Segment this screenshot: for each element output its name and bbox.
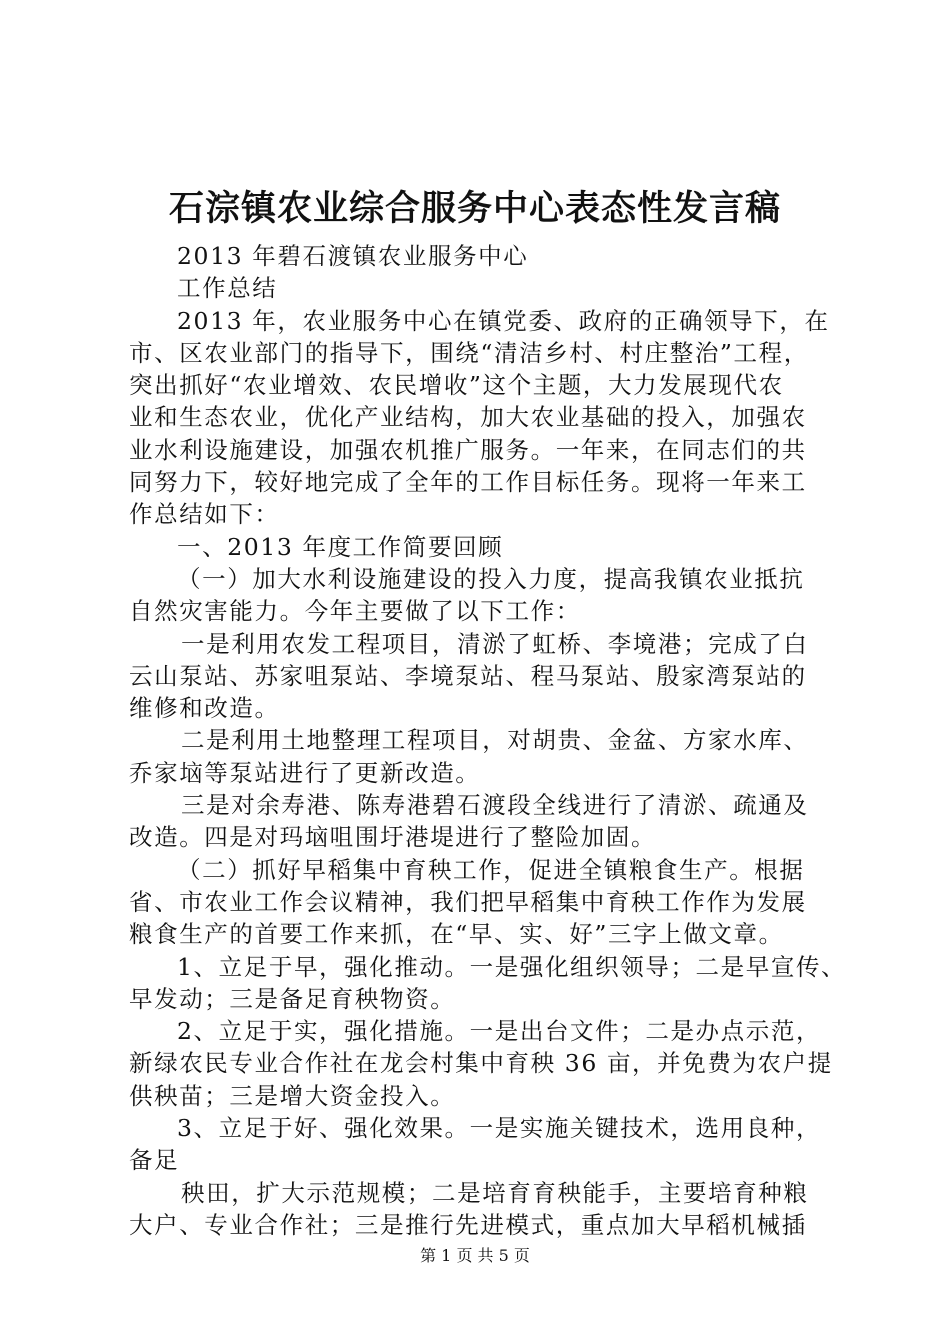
text-line: 一是利用农发工程项目，清淤了虹桥、李境港；完成了白 (181, 629, 809, 658)
text-line: 秧田，扩大示范规模；二是培育育秧能手，主要培育种粮 (181, 1178, 809, 1207)
text-line: 乔家垴等泵站进行了更新改造。 (129, 758, 481, 787)
text-line: 业和生态农业，优化产业结构，加大农业基础的投入，加强农 (129, 403, 807, 432)
text-line: 3、立足于好、强化效果。一是实施关键技术，选用良种， (177, 1114, 822, 1143)
text-line: 早发动；三是备足育秧物资。 (129, 984, 456, 1013)
text-line: 三是对余寿港、陈寿港碧石渡段全线进行了清淤、疏通及 (181, 791, 809, 820)
text-line: 备足 (129, 1146, 180, 1175)
text-line: 市、区农业部门的指导下，围绕“清洁乡村、村庄整治”工程， (129, 338, 809, 367)
text-line: 作总结如下： (129, 500, 280, 529)
text-line: 2、立足于实，强化措施。一是出台文件；二是办点示范， (177, 1017, 822, 1046)
text-line: （一）加大水利设施建设的投入力度，提高我镇农业抵抗 (177, 564, 805, 593)
text-line: 新绿农民专业合作社在龙会村集中育秧 36 亩，并免费为农户提 (129, 1049, 833, 1078)
text-line: 2013 年，农业服务中心在镇党委、政府的正确领导下，在 (177, 306, 830, 335)
page-footer: 第 1 页 共 5 页 (420, 1246, 530, 1265)
text-line: 供秧苗；三是增大资金投入。 (129, 1081, 456, 1110)
document-title: 石淙镇农业综合服务中心表态性发言稿 (168, 188, 781, 229)
text-line: 突出抓好“农业增效、农民增收”这个主题，大力发展现代农 (129, 371, 784, 400)
text-line: 工作总结 (177, 274, 278, 303)
text-line: 一、2013 年度工作简要回顾 (177, 532, 504, 561)
document-body (129, 240, 847, 1241)
text-line: 维修和改造。 (129, 694, 280, 723)
text-line: 大户、专业合作社；三是推行先进模式，重点加大早稻机械插 (129, 1210, 807, 1239)
text-line: 自然灾害能力。今年主要做了以下工作： (129, 597, 581, 626)
text-line: 二是利用土地整理工程项目，对胡贵、金盆、方家水库、 (181, 726, 809, 755)
text-line: 改造。四是对玛垴咀围圩港堤进行了整险加固。 (129, 823, 657, 852)
text-line: 1、立足于早，强化推动。一是强化组织领导；二是早宣传、 (177, 952, 847, 981)
text-line: 省、市农业工作会议精神，我们把早稻集中育秧工作作为发展 (129, 887, 807, 916)
text-line: （二）抓好早稻集中育秧工作，促进全镇粮食生产。根据 (177, 855, 805, 884)
text-line: 2013 年碧石渡镇农业服务中心 (177, 242, 529, 270)
text-line: 业水利设施建设，加强农机推广服务。一年来，在同志们的共 (129, 435, 807, 464)
text-line: 粮食生产的首要工作来抓，在“早、实、好”三字上做文章。 (129, 920, 784, 949)
text-line: 云山泵站、苏家咀泵站、李境泵站、程马泵站、殷家湾泵站的 (129, 661, 807, 690)
text-line: 同努力下，较好地完成了全年的工作目标任务。现将一年来工 (129, 468, 807, 497)
